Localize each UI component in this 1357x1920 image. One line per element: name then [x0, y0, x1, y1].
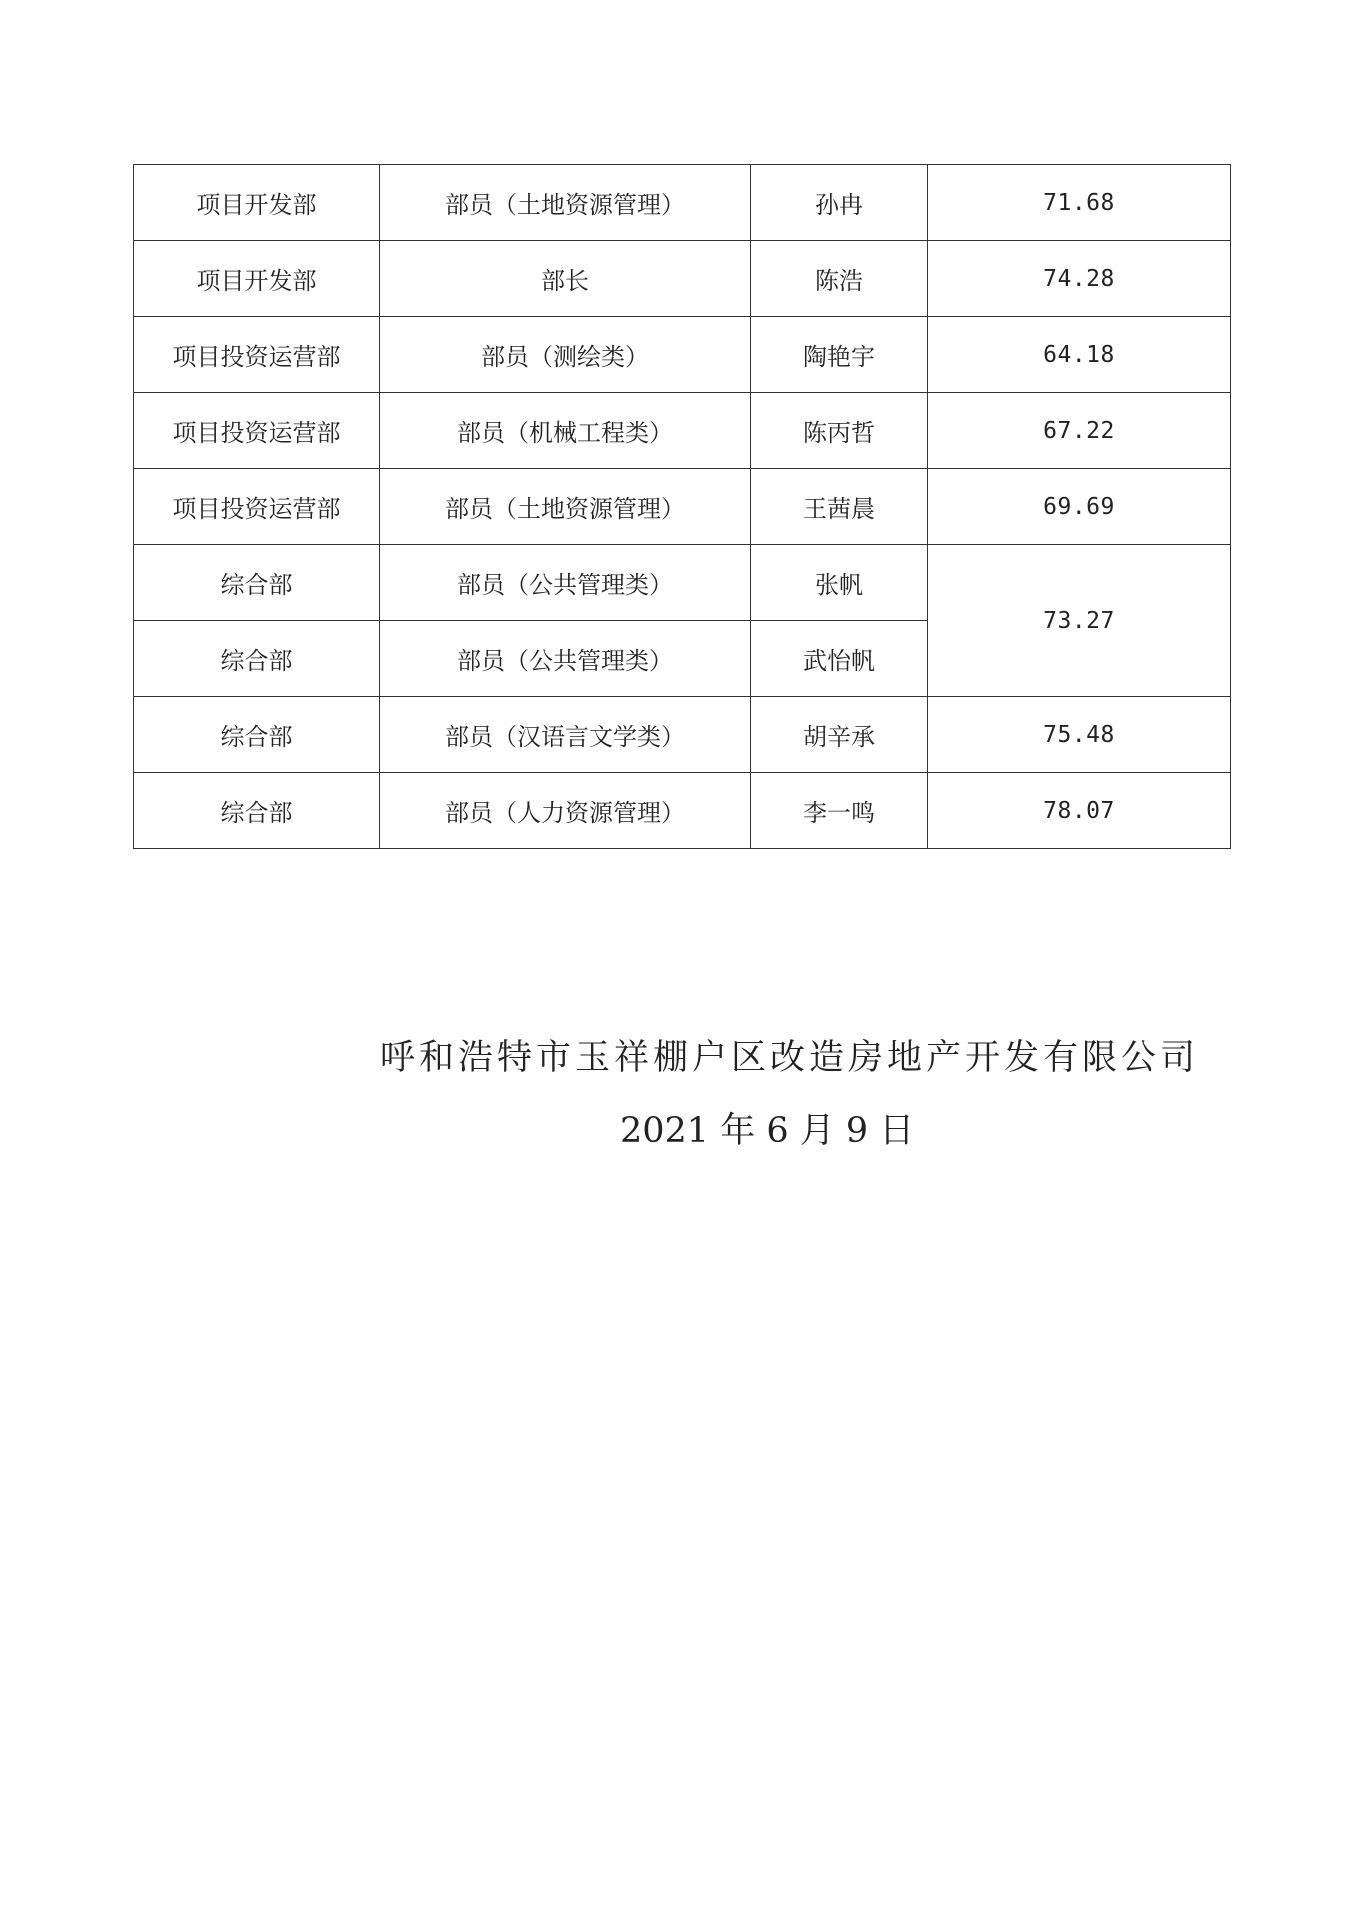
- position-cell: 部员（人力资源管理）: [380, 773, 751, 849]
- score-cell-merged: 73.27: [928, 545, 1231, 697]
- position-cell: 部员（汉语言文学类）: [380, 697, 751, 773]
- department-cell: 综合部: [134, 697, 380, 773]
- name-cell: 王茜晨: [751, 469, 928, 545]
- department-cell: 项目投资运营部: [134, 393, 380, 469]
- table-row: [134, 545, 1231, 621]
- name-cell: 孙冉: [751, 165, 928, 241]
- table-row: [134, 393, 1231, 469]
- position-cell: 部员（机械工程类）: [380, 393, 751, 469]
- position-cell: 部员（公共管理类）: [380, 545, 751, 621]
- position-cell: 部长: [380, 241, 751, 317]
- name-cell: 张帆: [751, 545, 928, 621]
- name-cell: 胡辛承: [751, 697, 928, 773]
- score-cell: 78.07: [928, 773, 1231, 849]
- department-cell: 项目投资运营部: [134, 469, 380, 545]
- score-cell: 64.18: [928, 317, 1231, 393]
- department-cell: 项目开发部: [134, 165, 380, 241]
- table-row: [134, 241, 1231, 317]
- position-cell: 部员（土地资源管理）: [380, 165, 751, 241]
- position-cell: 部员（公共管理类）: [380, 621, 751, 697]
- results-table: [133, 164, 1231, 849]
- table-row: [134, 773, 1231, 849]
- name-cell: 武怡帆: [751, 621, 928, 697]
- position-cell: 部员（测绘类）: [380, 317, 751, 393]
- score-cell: 67.22: [928, 393, 1231, 469]
- score-cell: 71.68: [928, 165, 1231, 241]
- signature-date: 2021 年 6 月 9 日: [620, 1111, 915, 1151]
- score-cell: 69.69: [928, 469, 1231, 545]
- table-row: [134, 697, 1231, 773]
- table-row: [134, 165, 1231, 241]
- score-cell: 75.48: [928, 697, 1231, 773]
- department-cell: 综合部: [134, 773, 380, 849]
- department-cell: 项目投资运营部: [134, 317, 380, 393]
- table-row: [134, 469, 1231, 545]
- table-row: [134, 317, 1231, 393]
- position-cell: 部员（土地资源管理）: [380, 469, 751, 545]
- company-signature: 呼和浩特市玉祥棚户区改造房地产开发有限公司: [380, 1038, 1200, 1078]
- name-cell: 陶艳宇: [751, 317, 928, 393]
- name-cell: 陈浩: [751, 241, 928, 317]
- department-cell: 综合部: [134, 621, 380, 697]
- score-cell: 74.28: [928, 241, 1231, 317]
- department-cell: 综合部: [134, 545, 380, 621]
- department-cell: 项目开发部: [134, 241, 380, 317]
- name-cell: 李一鸣: [751, 773, 928, 849]
- name-cell: 陈丙哲: [751, 393, 928, 469]
